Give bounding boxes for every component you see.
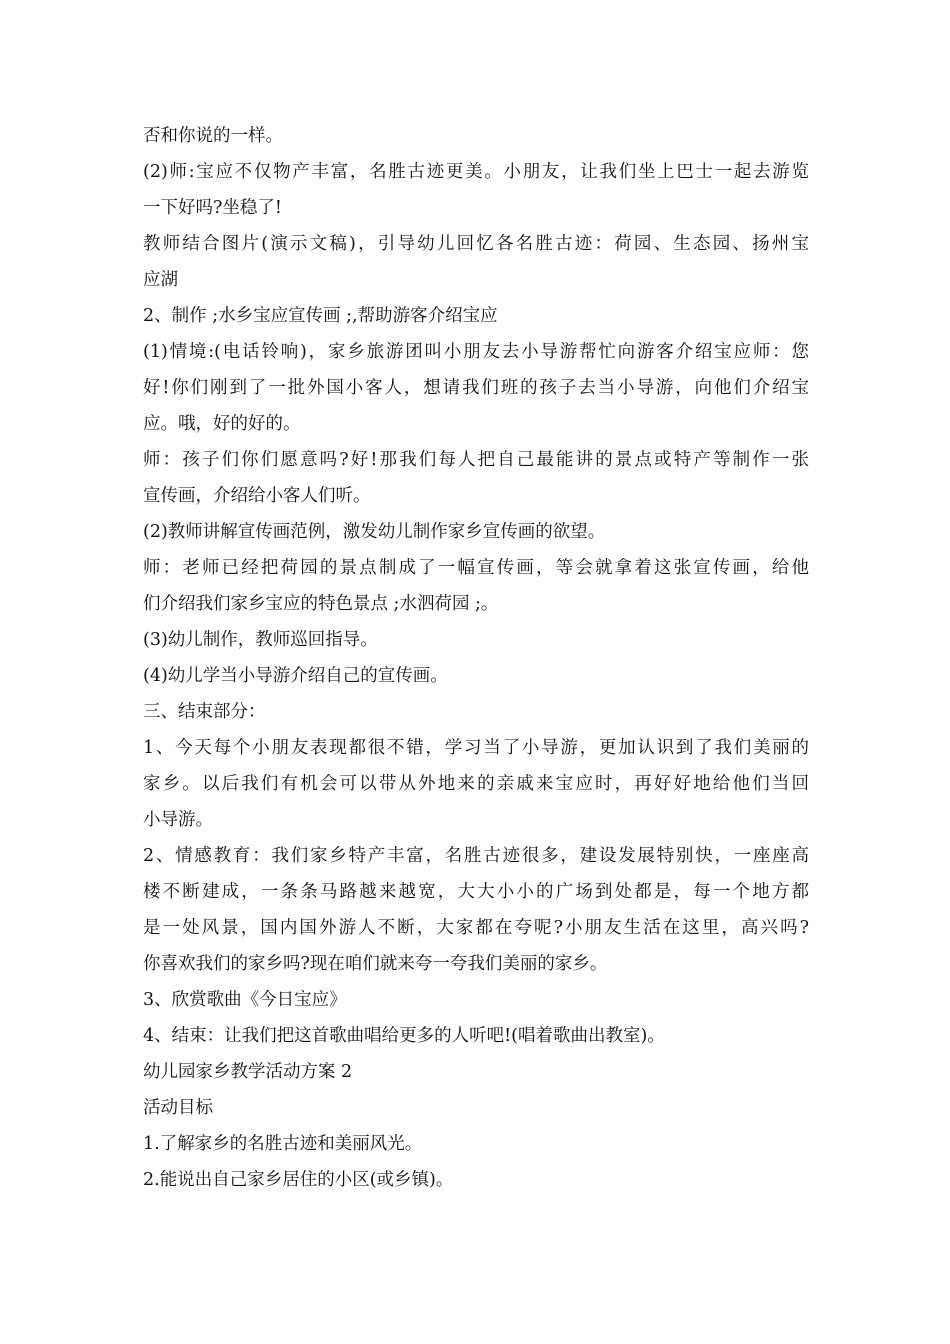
text-line: (3)幼儿制作，教师巡回指导。	[143, 630, 378, 650]
text-line: 宣传画，介绍给小客人们听。	[143, 486, 371, 506]
text-line: 你喜欢我们的家乡吗?现在咱们就来夸一夸我们美丽的家乡。	[143, 954, 608, 974]
text-line: 楼不断建成，一条条马路越来越宽，大大小小的广场到处都是，每一个地方都	[143, 882, 809, 902]
text-line: 1、今天每个小朋友表现都很不错，学习当了小导游，更加认识到了我们美丽的	[143, 738, 809, 758]
text-line: (2)教师讲解宣传画范例，激发幼儿制作家乡宣传画的欲望。	[143, 522, 606, 542]
text-line: 师：孩子们你们愿意吗?好!那我们每人把自己最能讲的景点或特产等制作一张	[143, 450, 809, 470]
text-line: 2、情感教育：我们家乡特产丰富，名胜古迹很多，建设发展特别快，一座座高	[143, 846, 809, 866]
text-line: (1)情境:(电话铃响)，家乡旅游团叫小朋友去小导游帮忙向游客介绍宝应师：您	[143, 342, 809, 362]
list-item: 1.了解家乡的名胜古迹和美丽风光。	[143, 1134, 423, 1154]
text-line: 应湖	[143, 270, 178, 290]
text-line: 4、结束：让我们把这首歌曲唱给更多的人听吧!(唱着歌曲出教室)。	[143, 1026, 665, 1046]
text-line: 家乡。以后我们有机会可以带从外地来的亲戚来宝应时，再好好地给他们当回	[143, 774, 809, 794]
text-line: 师：老师已经把荷园的景点制成了一幅宣传画，等会就拿着这张宣传画，给他	[143, 558, 809, 578]
section-heading: 三、结束部分：	[143, 702, 266, 722]
text-line: 是一处风景，国内国外游人不断，大家都在夸呢?小朋友生活在这里，高兴吗?	[143, 918, 809, 938]
document-body	[143, 118, 809, 1198]
text-line: 3、欣赏歌曲《今日宝应》	[143, 990, 347, 1010]
document-title: 幼儿园家乡教学活动方案 2	[143, 1062, 353, 1082]
section-heading: 活动目标	[143, 1098, 213, 1118]
text-line: (2)师:宝应不仅物产丰富，名胜古迹更美。小朋友，让我们坐上巴士一起去游览	[143, 162, 809, 182]
text-line: 们介绍我们家乡宝应的特色景点 ;水泗荷园 ;。	[143, 594, 499, 614]
section-heading: 2、制作 ;水乡宝应宣传画 ;,帮助游客介绍宝应	[143, 306, 498, 326]
text-line: 教师结合图片(演示文稿)，引导幼儿回忆各名胜古迹：荷园、生态园、扬州宝	[143, 234, 809, 254]
text-line: 应。哦，好的好的。	[143, 414, 301, 434]
text-line: 否和你说的一样。	[143, 126, 283, 146]
text-line: 一下好吗?坐稳了!	[143, 198, 282, 218]
list-item: 2.能说出自己家乡居住的小区(或乡镇)。	[143, 1170, 454, 1190]
text-line: 小导游。	[143, 810, 213, 830]
text-line: (4)幼儿学当小导游介绍自己的宣传画。	[143, 666, 448, 686]
text-line: 好!你们刚到了一批外国小客人，想请我们班的孩子去当小导游，向他们介绍宝	[143, 378, 809, 398]
